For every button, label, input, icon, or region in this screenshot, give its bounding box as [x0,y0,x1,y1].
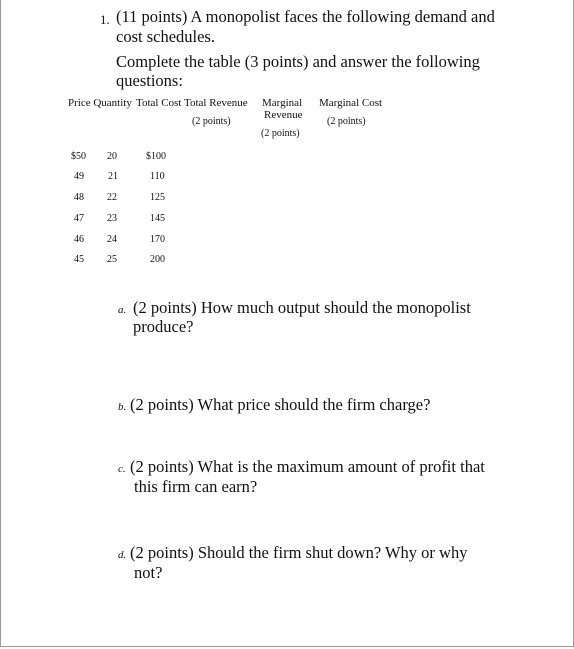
cell-price: 48 [74,192,84,203]
question-text-line-2: cost schedules. [116,27,215,46]
header-marginal-cost-points: (2 points) [327,116,366,127]
cell-quantity: 22 [107,192,117,203]
cell-total-cost: 110 [150,171,165,182]
cell-quantity: 23 [107,213,117,224]
header-marginal-revenue-points: (2 points) [261,128,300,139]
header-total-revenue-points: (2 points) [192,116,231,127]
cell-quantity: 25 [107,254,117,265]
part-c-line-2: this firm can earn? [134,477,258,496]
cell-total-cost: 125 [150,192,165,203]
cell-price: 46 [74,234,84,245]
part-d-line-2: not? [134,563,163,582]
question-number: 1. [100,12,110,27]
header-price-quantity: Price Quantity [68,97,132,109]
part-a-letter: a. [118,304,127,316]
header-marginal-revenue-line-2: Revenue [264,109,303,121]
part-c-line-1: (2 points) What is the maximum amount of profit that [130,457,485,476]
header-marginal-cost: Marginal Cost [319,97,383,109]
cell-total-cost: $100 [146,151,166,162]
part-b-letter: b. [118,401,127,413]
part-d-letter: d. [118,549,127,561]
cell-total-cost: 145 [150,213,165,224]
header-total-revenue: Total Revenue [184,97,248,109]
instruction-line-2: questions: [116,71,183,90]
question-text-line-1: (11 points) A monopolist faces the following demand and [116,7,495,26]
cell-quantity: 20 [107,151,117,162]
cell-quantity: 21 [108,171,118,182]
part-a-line-2: produce? [133,317,194,336]
cell-price: 49 [74,171,84,182]
instruction-line-1: Complete the table (3 points) and answer the following [116,52,480,71]
part-d-line-1: (2 points) Should the firm shut down? Why or why [130,543,468,562]
part-b-line-1: (2 points) What price should the firm charge? [130,395,431,414]
header-marginal-revenue-line-1: Marginal [262,97,303,109]
cell-quantity: 24 [107,234,117,245]
cell-price: $50 [71,151,86,162]
part-c-letter: c. [118,463,126,475]
header-total-cost: Total Cost [136,97,182,109]
cell-price: 47 [74,213,84,224]
cell-price: 45 [74,254,84,265]
cell-total-cost: 170 [150,234,165,245]
part-a-line-1: (2 points) How much output should the monopolist [133,298,471,317]
cell-total-cost: 200 [150,254,165,265]
